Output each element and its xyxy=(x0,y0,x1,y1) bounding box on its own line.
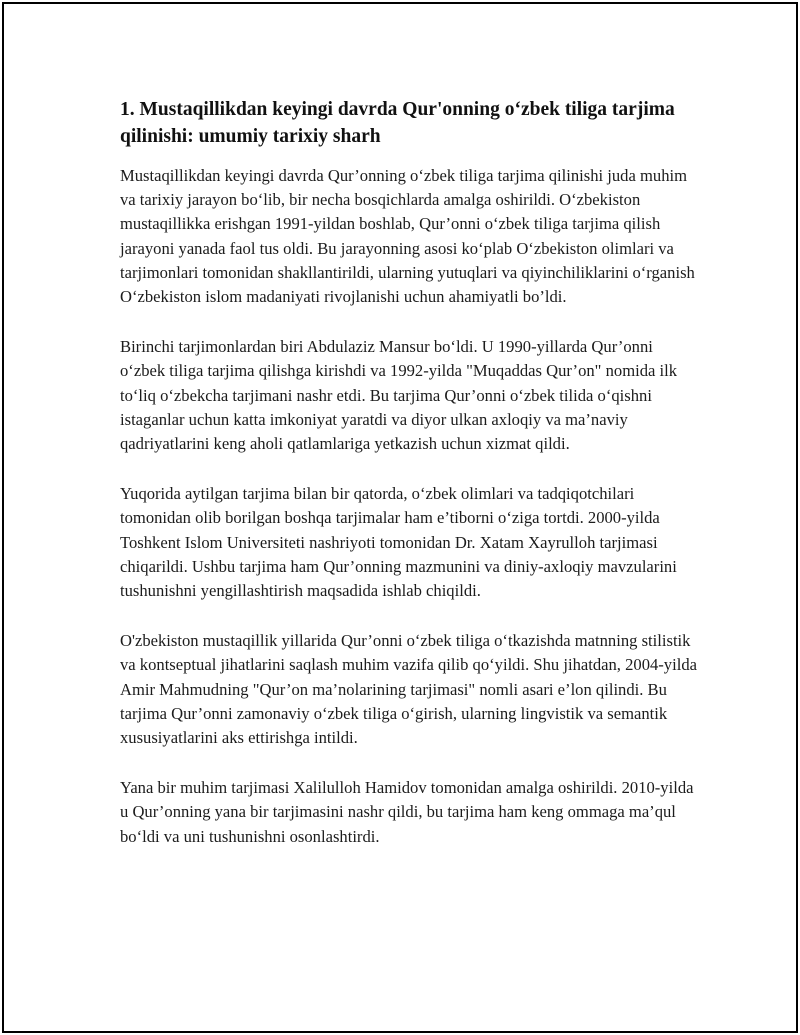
document-body xyxy=(120,96,700,875)
paragraph-3: Yuqorida aytilgan tarjima bilan bir qatorda, o‘zbek olimlari va tadqiqotchilari tomonidan olib borilgan boshqa tarjimalar ham e’tiborni o‘ziga tortdi. 2000-yilda Toshkent Islom Universiteti nashriyoti tomonidan Dr. Xatam Xayrulloh tarjimasi chiqarildi. Ushbu tarjima ham Qur’onning mazmunini va diniy-axloqiy mavzularini tushunishni yengillashtirish maqsadida ishlab chiqildi. xyxy=(120,484,677,601)
page-frame xyxy=(2,2,798,1033)
paragraph-4: O'zbekiston mustaqillik yillarida Qur’onni o‘zbek tiliga o‘tkazishda matnning stilistik va kontseptual jihatlarini saqlash muhim vazifa qilib qo‘yildi. Shu jihatdan, 2004-yilda Amir Mahmudning "Qur’on ma’nolarining tarjimasi" nomli asari e’lon qilindi. Bu tarjima Qur’onni zamonaviy o‘zbek tiliga o‘girish, ularning lingvistik va semantik xususiyatlarini aks ettirishga intildi. xyxy=(120,631,697,748)
paragraph-5: Yana bir muhim tarjimasi Xalilulloh Hamidov tomonidan amalga oshirildi. 2010-yilda u Qur’onning yana bir tarjimasini nashr qildi, bu tarjima ham keng ommaga ma’qul bo‘ldi va uni tushunishni osonlashtirdi. xyxy=(120,778,694,846)
paragraph-1: Mustaqillikdan keyingi davrda Qur’onning o‘zbek tiliga tarjima qilinishi juda muhim va tarixiy jarayon bo‘lib, bir necha bosqichlarda amalga oshirildi. O‘zbekiston mustaqillikka erishgan 1991-yildan boshlab, Qur’onni o‘zbek tiliga tarjima qilish jarayoni yanada faol tus oldi. Bu jarayonning asosi ko‘plab O‘zbekiston olimlari va tarjimonlari tomonidan shakllantirildi, ularning yutuqlari va qiyinchiliklarini o‘rganish O‘zbekiston islom madaniyati rivojlanishi uchun ahamiyatli bo’ldi. xyxy=(120,166,695,307)
paragraph-2: Birinchi tarjimonlardan biri Abdulaziz Mansur bo‘ldi. U 1990-yillarda Qur’onni o‘zbek tiliga tarjima qilishga kirishdi va 1992-yilda "Muqaddas Qur’on" nomida ilk to‘liq o‘zbekcha tarjimani nashr etdi. Bu tarjima Qur’onni o‘zbek tilida o‘qishni istaganlar uchun katta imkoniyat yaratdi va diyor ulkan axloqiy va ma’naviy qadriyatlarini keng aholi qatlamlariga yetkazish uchun xizmat qildi. xyxy=(120,337,678,454)
section-heading: 1. Mustaqillikdan keyingi davrda Qur'onning o‘zbek tiliga tarjima qilinishi: umumiy tarixiy sharh xyxy=(120,99,675,147)
